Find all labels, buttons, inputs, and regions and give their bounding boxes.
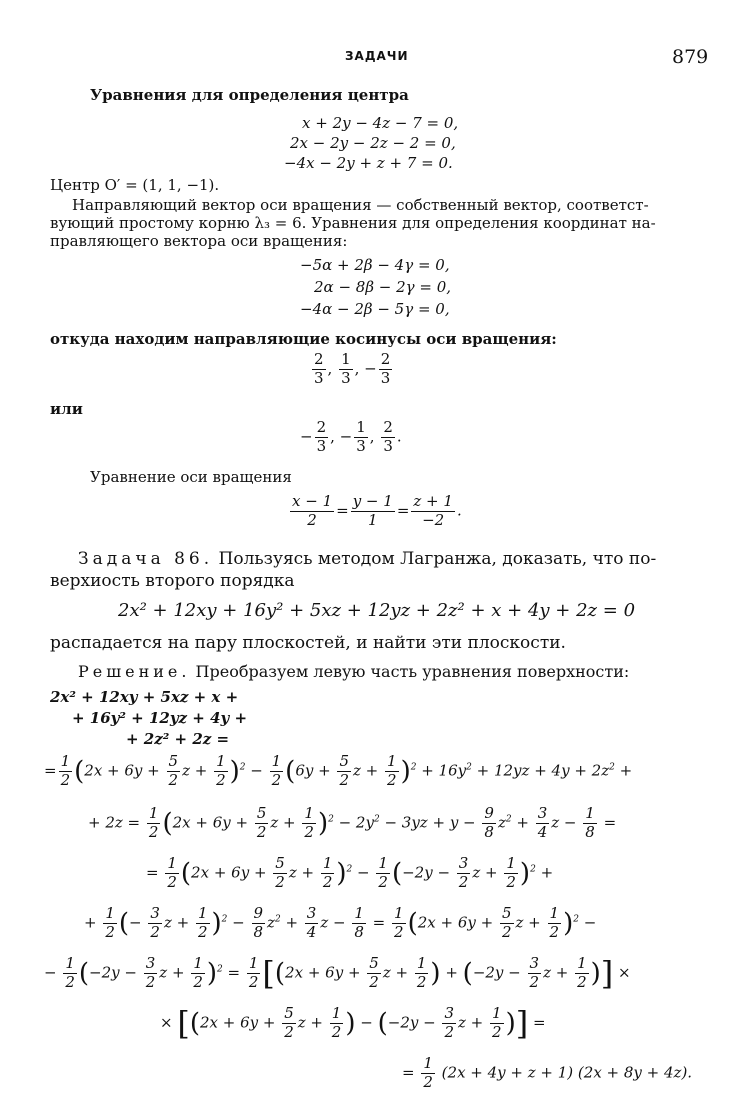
center-result: Центр O′ = (1, 1, −1).: [50, 176, 220, 194]
or-word: или: [50, 400, 83, 418]
axis-line-intro: Уравнение оси вращения: [90, 468, 292, 486]
derivation-line-3: = $\frac{1}{2}$ (2x + 6y + $\frac{5}{2}$ z + $\frac{1}{2}$ )$^2$ − $\frac{1}{2}$ (−2y − $\frac{3}{2}$ z + $\frac{1}{2}$ )$^2$ +: [146, 854, 554, 891]
center-eq-3: −4x − 2y + z + 7 = 0.: [284, 154, 453, 172]
cosines-intro: откуда находим направляющие косинусы оси вращения:: [50, 330, 557, 348]
grouping-line-1: 2x² + 12xy + 5xz + x +: [50, 688, 239, 706]
center-eq-1: x + 2y − 4z − 7 = 0,: [302, 114, 459, 132]
para-axis-line-1: Направляющий вектор оси вращения — собственный вектор, соответст-: [72, 196, 649, 214]
derivation-line-1: = $\frac{1}{2}$ (2x + 6y + $\frac{5}{2}$ z + $\frac{1}{2}$ )$^2$ − $\frac{1}{2}$ (6y + $\frac{5}{2}$ z + $\frac{1}{2}$ )$^2 + 16y^2 + 12yz + 4y + 2z^2$ +: [44, 752, 633, 789]
axis-eq-2: 2α − 8β − 2γ = 0,: [314, 278, 452, 296]
derivation-line-6: × [(2x + 6y + $\frac{5}{2}$ z + $\frac{1}{2}$ ) − (−2y − $\frac{3}{2}$ z + $\frac{1}{2}$ )] =: [160, 1004, 546, 1043]
axis-line-equation: $\frac{x - 1}{2}$ = $\frac{y - 1}{1}$ = $\frac{z + 1}{-2}$ .: [292, 492, 462, 529]
running-header: ЗАДАЧИ: [345, 49, 409, 63]
axis-eq-1: −5α + 2β − 4γ = 0,: [300, 256, 450, 274]
grouping-line-3: + 2z² + 2z =: [126, 730, 230, 748]
page-number: 879: [672, 46, 709, 68]
derivation-line-4: + $\frac{1}{2}$ (− $\frac{3}{2}$ z + $\frac{1}{2}$ )$^2$ − $\frac{9}{8}$ $z^2$ + $\frac{3}{4}$ z − $\frac{1}{8}$ = $\frac{1}{2}$ (2x + 6y + $\frac{5}{2}$ z + $\frac{1}{2}$ )$^2$ −: [84, 904, 597, 941]
axis-eq-3: −4α − 2β − 5γ = 0,: [300, 300, 450, 318]
para-axis-line-2: вующий простому корню λ₃ = 6. Уравнения для определения координат на-: [50, 214, 656, 232]
para-axis-line-3: правляющего вектора оси вращения:: [50, 232, 348, 250]
derivation-line-5: − $\frac{1}{2}$ (−2y − $\frac{3}{2}$ z + $\frac{1}{2}$ )$^2$ = $\frac{1}{2}$ [(2x + 6y + $\frac{5}{2}$ z + $\frac{1}{2}$ ) + (−2y − $\frac{3}{2}$ z + $\frac{1}{2}$ )] ×: [44, 954, 631, 993]
grouping-line-2: + 16y² + 12yz + 4y +: [72, 709, 248, 727]
center-eq-intro: Уравнения для определения центра: [90, 86, 409, 104]
solution-label: Решение.: [78, 662, 191, 681]
task-label: Задача 86.: [78, 549, 214, 569]
task-line-2: верхиость второго порядка: [50, 571, 295, 591]
task-line-3: распадается на пару плоскостей, и найти эти плоскости.: [50, 633, 566, 653]
solution-intro: Решение. Преобразуем левую часть уравнения поверхности:: [78, 662, 630, 681]
cosines-set-2: − $\frac{2}{3}$ , − $\frac{1}{3}$ , $\frac{2}{3}$ .: [300, 418, 402, 455]
task-equation: 2x² + 12xy + 16y² + 5xz + 12yz + 2z² + x + 4y + 2z = 0: [118, 600, 636, 621]
center-eq-2: 2x − 2y − 2z − 2 = 0,: [290, 134, 456, 152]
task-line-1: Задача 86. Пользуясь методом Лагранжа, доказать, что по-: [78, 549, 657, 569]
derivation-line-2: + 2z = $\frac{1}{2}$ (2x + 6y + $\frac{5}{2}$ z + $\frac{1}{2}$ )$^2 - 2y^2 - 3yz + y$ − $\frac{9}{8}$ $z^2$ + $\frac{3}{4}$ z − $\frac{1}{8}$ =: [88, 804, 617, 841]
final-result: = $\frac{1}{2}$ (2x + 4y + z + 1) (2x + 8y + 4z).: [402, 1054, 693, 1091]
cosines-set-1: $\frac{2}{3}$ , $\frac{1}{3}$ , − $\frac{2}{3}$: [314, 350, 391, 387]
